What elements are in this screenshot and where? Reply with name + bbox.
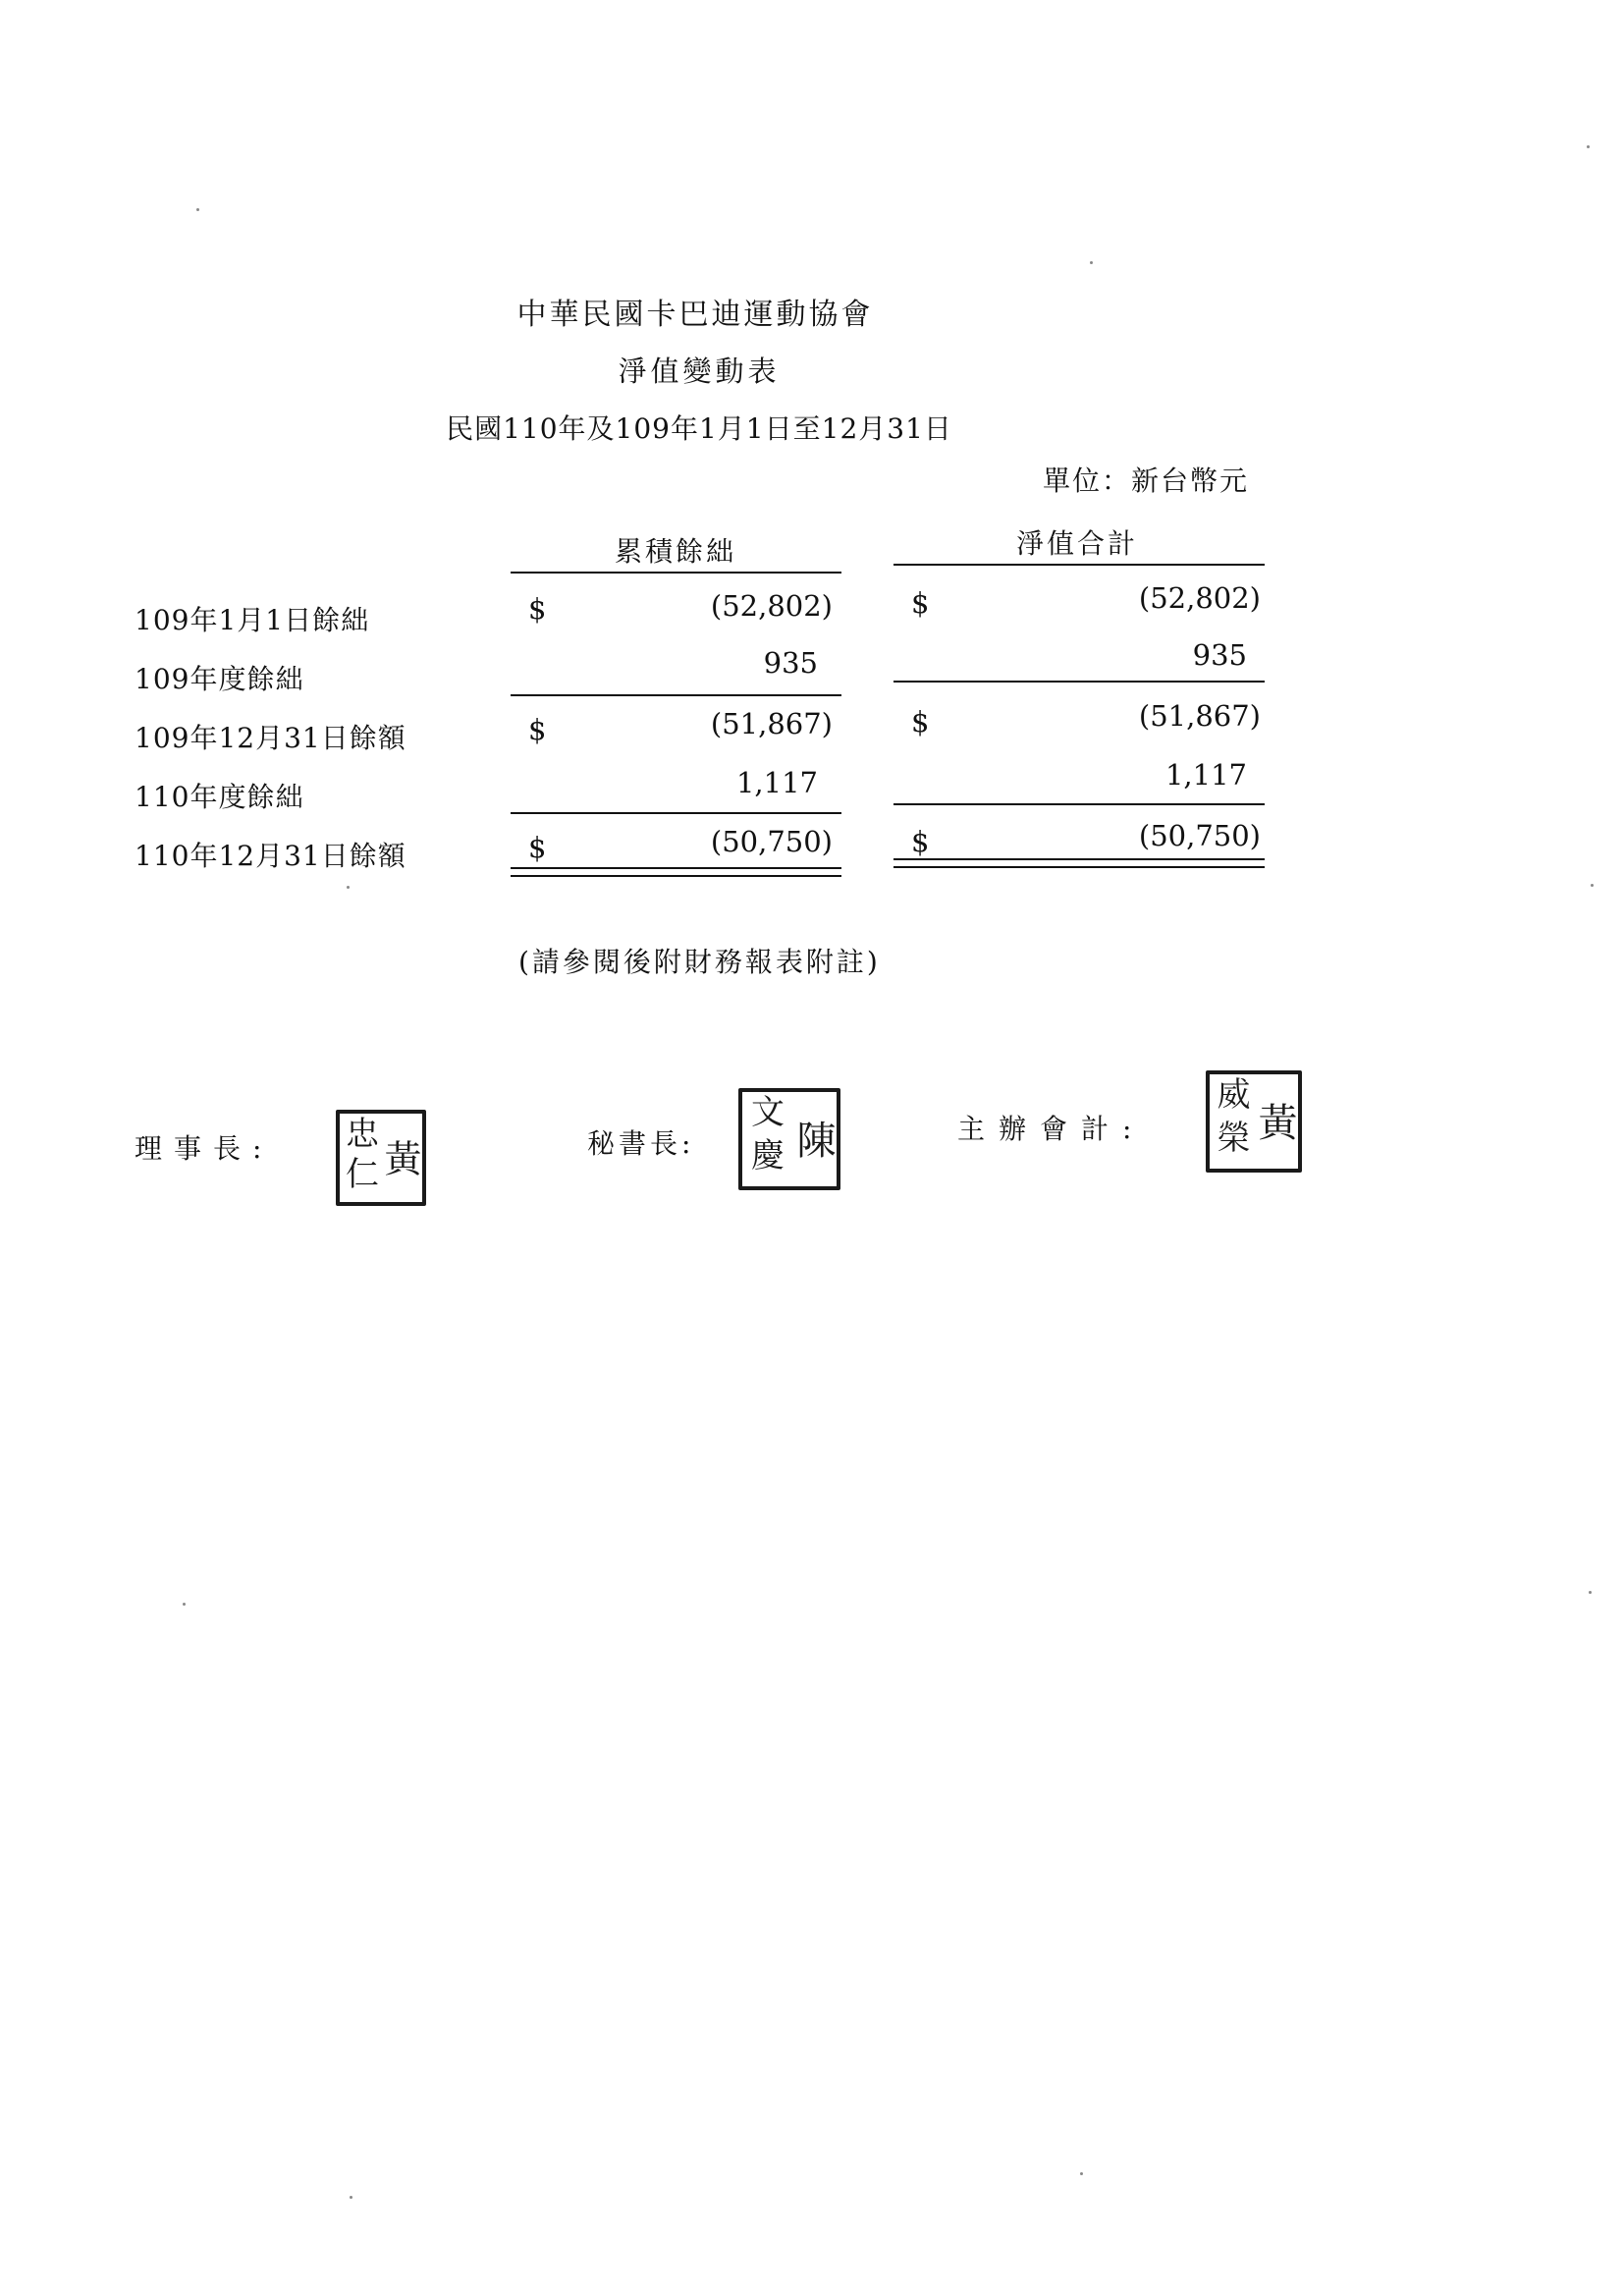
value-net-total: 935 — [1192, 638, 1247, 672]
double-underline — [511, 875, 841, 877]
seal-char: 榮 — [1217, 1119, 1251, 1158]
subtotal-line — [893, 803, 1265, 805]
scan-speck — [347, 886, 350, 889]
dollar-sign: $ — [528, 831, 547, 864]
row-label: 109年1月1日餘絀 — [135, 604, 370, 636]
value-net-total: (50,750) — [1138, 819, 1261, 852]
accountant-label: 主辦會計: — [957, 1113, 1146, 1145]
dollar-sign: $ — [528, 713, 547, 746]
seal-char: 仁 — [346, 1155, 379, 1194]
double-underline — [893, 858, 1265, 860]
row-label: 109年12月31日餘額 — [135, 722, 406, 754]
accountant-seal — [1206, 1070, 1302, 1173]
chairman-label: 理事長: — [135, 1132, 274, 1165]
chairman-seal — [336, 1110, 426, 1206]
dollar-sign: $ — [911, 825, 930, 858]
row-label: 110年度餘絀 — [135, 781, 304, 813]
scan-speck — [183, 1603, 186, 1606]
double-underline — [893, 866, 1265, 868]
seal-char: 黃 — [1252, 1102, 1297, 1141]
value-accumulated: (51,867) — [710, 707, 833, 740]
seal-char: 黃 — [378, 1139, 421, 1176]
scan-speck — [350, 2196, 352, 2199]
column-header-underline — [893, 564, 1265, 566]
column-header-underline — [511, 572, 841, 574]
dollar-sign: $ — [911, 586, 930, 620]
subtotal-line — [893, 681, 1265, 683]
value-accumulated: 1,117 — [735, 766, 818, 799]
secretary-seal — [738, 1088, 840, 1190]
scan-speck — [1090, 261, 1093, 264]
value-accumulated: (50,750) — [710, 825, 833, 858]
subtotal-line — [511, 812, 841, 814]
row-label: 109年度餘絀 — [135, 663, 304, 695]
scan-speck — [1589, 1591, 1592, 1594]
double-underline — [511, 867, 841, 869]
scan-speck — [1591, 884, 1594, 887]
statement-period: 民國110年及109年1月1日至12月31日 — [446, 412, 952, 445]
dollar-sign: $ — [911, 705, 930, 738]
row-label: 110年12月31日餘額 — [135, 840, 406, 872]
value-accumulated: (52,802) — [710, 589, 833, 623]
statement-title: 淨值變動表 — [618, 355, 781, 388]
scan-speck — [1080, 2172, 1083, 2175]
currency-unit: 單位：新台幣元 — [1043, 465, 1250, 497]
subtotal-line — [511, 694, 841, 696]
seal-char: 陳 — [790, 1120, 836, 1159]
secretary-label: 秘書長: — [587, 1127, 695, 1160]
scan-speck — [196, 208, 199, 211]
value-accumulated: 935 — [763, 646, 818, 680]
value-net-total: (51,867) — [1138, 699, 1261, 733]
column-header-net-total: 淨值合計 — [1015, 527, 1139, 560]
seal-char: 忠 — [346, 1115, 379, 1154]
value-net-total: 1,117 — [1164, 758, 1247, 792]
seal-char: 慶 — [751, 1136, 785, 1175]
value-net-total: (52,802) — [1138, 581, 1261, 615]
seal-char: 文 — [751, 1093, 785, 1132]
dollar-sign: $ — [528, 592, 547, 626]
seal-char: 威 — [1217, 1075, 1251, 1115]
scan-speck — [1587, 145, 1590, 148]
notes-reference: (請參閱後附財務報表附註) — [518, 946, 881, 978]
organization-name: 中華民國卡巴迪運動協會 — [516, 298, 874, 332]
column-header-accumulated: 累積餘絀 — [614, 535, 737, 568]
